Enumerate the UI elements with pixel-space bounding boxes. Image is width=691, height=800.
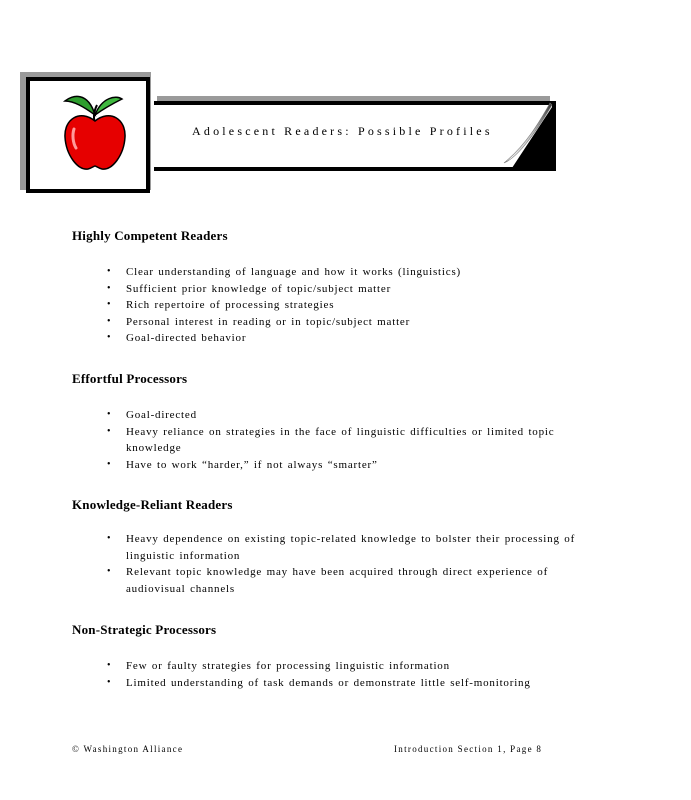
list-item: • Heavy dependence on existing topic-related knowledge to bolster their processing of linguistic information	[72, 531, 592, 564]
footer-copyright: © Washington Alliance	[72, 744, 184, 754]
footer-page-number: Introduction Section 1, Page 8	[394, 744, 543, 754]
bullet-list	[72, 531, 592, 597]
list-item: • Sufficient prior knowledge of topic/subject matter	[72, 281, 592, 298]
page-title: Adolescent Readers: Possible Profiles	[192, 124, 493, 138]
bullet-list	[72, 407, 592, 473]
list-item: • Personal interest in reading or in topic/subject matter	[72, 314, 592, 331]
apple-icon	[62, 93, 128, 173]
bullet-list	[72, 658, 592, 691]
apple-box	[26, 77, 150, 193]
section-heading: Effortful Processors	[72, 371, 188, 386]
list-item: • Goal-directed behavior	[72, 330, 592, 347]
list-item: • Relevant topic knowledge may have been acquired through direct experience of audiovisual channels	[72, 564, 592, 597]
page-curl-icon	[500, 101, 556, 171]
list-item: • Have to work “harder,” if not always “smarter”	[72, 457, 592, 474]
list-item: • Few or faulty strategies for processing linguistic information	[72, 658, 592, 675]
section-highly-competent	[72, 228, 461, 344]
section-non-strategic	[72, 622, 531, 689]
list-item: • Heavy reliance on strategies in the face of linguistic difficulties or limited topic knowledge	[72, 424, 592, 457]
bullet-list	[72, 264, 592, 347]
list-item: • Rich repertoire of processing strategies	[72, 297, 592, 314]
section-heading: Highly Competent Readers	[72, 228, 228, 243]
section-heading: Non-Strategic Processors	[72, 622, 217, 637]
section-knowledge-reliant	[72, 497, 576, 595]
title-banner	[154, 101, 556, 171]
section-heading: Knowledge-Reliant Readers	[72, 497, 233, 512]
list-item: • Clear understanding of language and how it works (linguistics)	[72, 264, 592, 281]
section-effortful	[72, 371, 555, 471]
list-item: • Limited understanding of task demands or demonstrate little self-monitoring	[72, 675, 592, 692]
list-item: • Goal-directed	[72, 407, 592, 424]
